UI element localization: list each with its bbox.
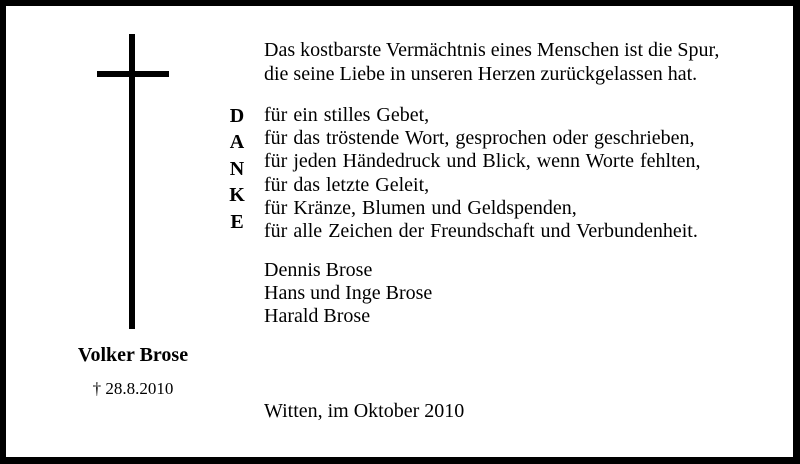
- thanks-line: für Kränze, Blumen und Geldspenden,: [264, 196, 577, 219]
- signer-name: Harald Brose: [264, 305, 371, 327]
- signers-list: [264, 259, 432, 328]
- danke-letter: E: [230, 210, 244, 233]
- signer-name: Dennis Brose: [264, 259, 373, 281]
- thanks-line: für alle Zeichen der Freundschaft und Verbundenheit.: [264, 220, 698, 243]
- quote-line: Das kostbarste Vermächtnis eines Menschen ist die Spur,: [264, 39, 720, 61]
- cross-horizontal-bar: [97, 71, 169, 77]
- thanks-list: [264, 104, 701, 243]
- thanks-line: für ein stilles Gebet,: [264, 104, 430, 126]
- signer-name: Hans und Inge Brose: [264, 282, 433, 304]
- cross-vertical-bar: [129, 34, 135, 329]
- danke-vertical-word: [226, 103, 248, 235]
- thanks-line: für jeden Händedruck und Blick, wenn Worte fehlten,: [264, 150, 701, 173]
- thanks-line: für das letzte Geleit,: [264, 173, 430, 196]
- deceased-name: Volker Brose: [77, 344, 189, 366]
- danke-letter: D: [229, 105, 245, 127]
- place-and-date: Witten, im Oktober 2010: [264, 400, 465, 422]
- quote-line: die seine Liebe in unseren Herzen zurückgelassen hat.: [264, 63, 698, 85]
- danke-letter: K: [229, 184, 245, 207]
- danke-letter: A: [229, 131, 245, 154]
- thanks-line: für das tröstende Wort, gesprochen oder geschrieben,: [264, 127, 695, 150]
- death-date: † 28.8.2010: [92, 379, 174, 398]
- danke-letter: N: [229, 157, 245, 180]
- memorial-quote: [264, 38, 719, 86]
